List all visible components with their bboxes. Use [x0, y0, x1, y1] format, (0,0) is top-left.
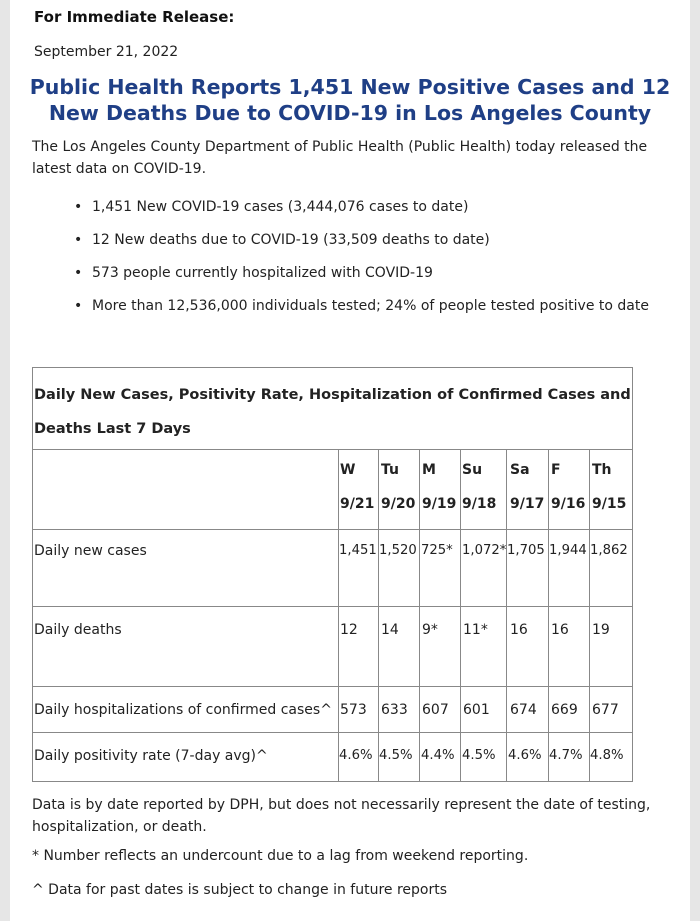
- table-cell: 4.5%: [379, 748, 413, 763]
- press-release-page: [10, 0, 690, 921]
- table-cell: 674: [510, 702, 537, 718]
- column-divider: [419, 450, 420, 781]
- table-cell: 725*: [421, 543, 453, 558]
- footnote-subject-to-change: ^ Data for past dates is subject to change in future reports: [32, 882, 448, 898]
- date-header: 9/17: [510, 496, 545, 512]
- row-divider: [33, 529, 632, 530]
- bullet-item: • 1,451 New COVID-19 cases (3,444,076 cases to date): [92, 196, 700, 229]
- table-caption-line-2: Deaths Last 7 Days: [34, 421, 191, 437]
- date-header: 9/18: [462, 496, 497, 512]
- column-divider: [338, 450, 339, 781]
- table-cell: 9*: [422, 622, 438, 638]
- date-header: 9/16: [551, 496, 586, 512]
- day-header: Tu: [381, 462, 399, 478]
- day-header: Sa: [510, 462, 530, 478]
- table-cell: 4.4%: [421, 748, 455, 763]
- table-cell: 607: [422, 702, 449, 718]
- headline-line-2: New Deaths Due to COVID-19 in Los Angeles County: [48, 101, 652, 125]
- table-cell: 573: [340, 702, 367, 718]
- row-label-daily-new-cases: Daily new cases: [34, 543, 147, 559]
- column-divider: [378, 450, 379, 781]
- table-caption: [33, 368, 632, 450]
- release-label: For Immediate Release:: [34, 8, 235, 26]
- column-divider: [460, 450, 461, 781]
- daily-data-table: [32, 367, 633, 782]
- row-label-daily-positivity-rate: Daily positivity rate (7-day avg)^: [34, 748, 268, 764]
- table-cell: 1,862: [590, 543, 628, 558]
- bullet-item: • More than 12,536,000 individuals tested; 24% of people tested positive to date: [92, 295, 700, 328]
- column-divider: [548, 450, 549, 781]
- column-divider: [506, 450, 507, 781]
- date-header: 9/21: [340, 496, 375, 512]
- bullet-item: • 12 New deaths due to COVID-19 (33,509 deaths to date): [92, 229, 700, 262]
- bullet-item: • 573 people currently hospitalized with COVID-19: [92, 262, 700, 295]
- date-header: 9/15: [592, 496, 627, 512]
- day-header: M: [422, 462, 436, 478]
- day-header: Th: [592, 462, 612, 478]
- release-date: September 21, 2022: [34, 44, 179, 60]
- table-cell: 4.8%: [590, 748, 624, 763]
- row-divider: [33, 732, 632, 733]
- headline: [10, 74, 690, 126]
- table-cell: 4.6%: [339, 748, 373, 763]
- table-cell: 601: [463, 702, 490, 718]
- row-divider: [33, 606, 632, 607]
- table-cell: 16: [510, 622, 528, 638]
- table-cell: 12: [340, 622, 358, 638]
- table-cell: 1,072*: [462, 543, 507, 558]
- table-caption-line-1: Daily New Cases, Positivity Rate, Hospitalization of Confirmed Cases and: [34, 387, 631, 403]
- day-header: F: [551, 462, 561, 478]
- table-cell: 677: [592, 702, 619, 718]
- footnote-data-source: Data is by date reported by DPH, but does not necessarily represent the date of testing, hospitalization, or death.: [32, 797, 651, 835]
- summary-bullets: [36, 196, 700, 328]
- table-cell: 4.6%: [508, 748, 542, 763]
- row-label-daily-hospitalizations: Daily hospitalizations of confirmed cases^: [34, 702, 332, 718]
- table-cell: 633: [381, 702, 408, 718]
- row-label-daily-deaths: Daily deaths: [34, 622, 122, 638]
- intro-paragraph: The Los Angeles County Department of Public Health (Public Health) today released the latest data on COVID-19.: [32, 139, 648, 177]
- table-cell: 1,520: [379, 543, 417, 558]
- table-cell: 1,451: [339, 543, 377, 558]
- table-cell: 11*: [463, 622, 488, 638]
- table-cell: 16: [551, 622, 569, 638]
- footnote-undercount: * Number reflects an undercount due to a lag from weekend reporting.: [32, 848, 529, 864]
- table-cell: 669: [551, 702, 578, 718]
- day-header: W: [340, 462, 356, 478]
- date-header: 9/20: [381, 496, 416, 512]
- table-cell: 14: [381, 622, 399, 638]
- table-cell: 1,944: [549, 543, 587, 558]
- row-divider: [33, 686, 632, 687]
- column-divider: [589, 450, 590, 781]
- table-cell: 1,705: [507, 543, 545, 558]
- table-cell: 4.5%: [462, 748, 496, 763]
- day-header: Su: [462, 462, 483, 478]
- headline-line-1: Public Health Reports 1,451 New Positive Cases and 12: [29, 75, 671, 99]
- date-header: 9/19: [422, 496, 457, 512]
- table-cell: 19: [592, 622, 610, 638]
- table-cell: 4.7%: [549, 748, 583, 763]
